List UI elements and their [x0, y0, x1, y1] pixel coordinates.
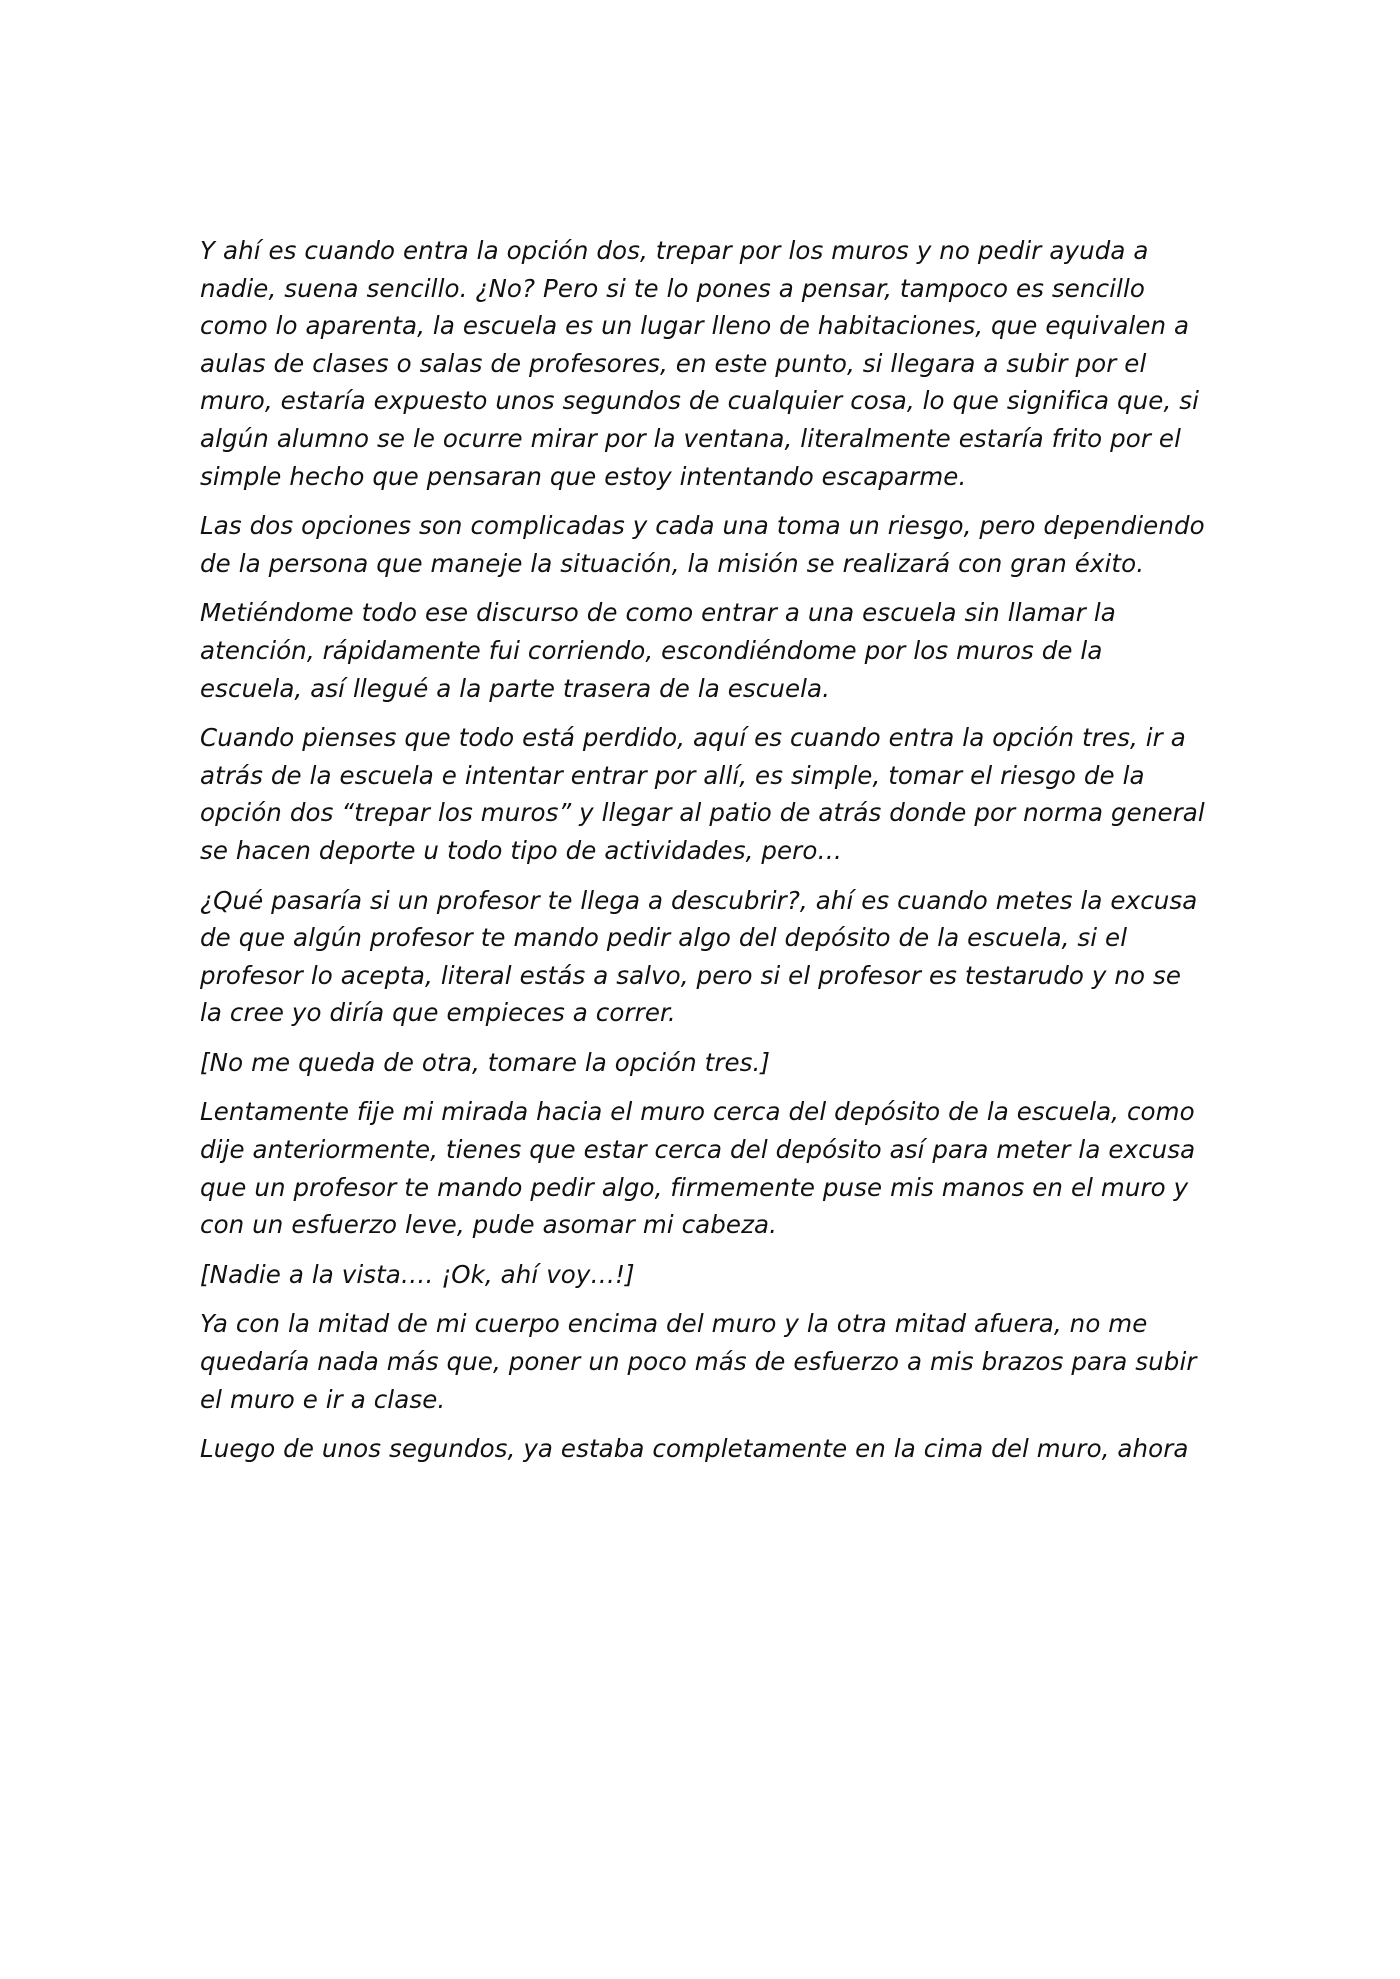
paragraph: Las dos opciones son complicadas y cada una toma un riesgo, pero dependiendo de la persona que maneje la situación, la misión se realizará con gran éxito.: [200, 511, 1205, 578]
paragraph: ¿Qué pasaría si un profesor te llega a descubrir?, ahí es cuando metes la excusa de que algún profesor te mando pedir algo del depósito de la escuela, si el profesor lo acepta, literal estás a salvo, pero si el profesor es testarudo y no se la cree yo diría que empieces a correr.: [200, 885, 1198, 1028]
paragraph: Ya con la mitad de mi cuerpo encima del muro y la otra mitad afuera, no me quedaría nada más que, poner un poco más de esfuerzo a mis brazos para subir el muro e ir a clase.: [200, 1309, 1197, 1414]
paragraph: Lentamente fije mi mirada hacia el muro cerca del depósito de la escuela, como dije anteriormente, tienes que estar cerca del depósito así para meter la excusa que un profesor te mando pedir algo, firmemente puse mis manos en el muro y con un esfuerzo leve, pude asomar mi cabeza.: [200, 1097, 1196, 1240]
paragraph: [No me queda de otra, tomare la opción tres.]: [200, 1047, 771, 1077]
paragraph: Luego de unos segundos, ya estaba completamente en la cima del muro, ahora: [200, 1434, 1189, 1464]
paragraph: Cuando pienses que todo está perdido, aquí es cuando entra la opción tres, ir a atrás de la escuela e intentar entrar por allí, es simple, tomar el riesgo de la opción dos “trepar los muros” y llegar al patio de atrás donde por norma general se hacen deporte u todo tipo de actividades, pero…: [200, 723, 1205, 865]
document-body: [200, 232, 1210, 1480]
paragraph: Metiéndome todo ese discurso de como entrar a una escuela sin llamar la atención, rápidamente fui corriendo, escondiéndome por los muros de la escuela, así llegué a la parte trasera de la escuela.: [200, 598, 1116, 703]
paragraph: Y ahí es cuando entra la opción dos, trepar por los muros y no pedir ayuda a nadie, suena sencillo. ¿No? Pero si te lo pones a pensar, tampoco es sencillo como lo aparenta, la escuela es un lugar lleno de habitaciones, que equivalen a aulas de clases o salas de profesores, en este punto, si llegara a subir por el muro, estaría expuesto unos segundos de cualquier cosa, lo que significa que, si algún alumno se le ocurre mirar por la ventana, literalmente estaría frito por el simple hecho que pensaran que estoy intentando escaparme.: [200, 236, 1200, 491]
paragraph: [Nadie a la vista…. ¡Ok, ahí voy…!]: [200, 1259, 635, 1289]
